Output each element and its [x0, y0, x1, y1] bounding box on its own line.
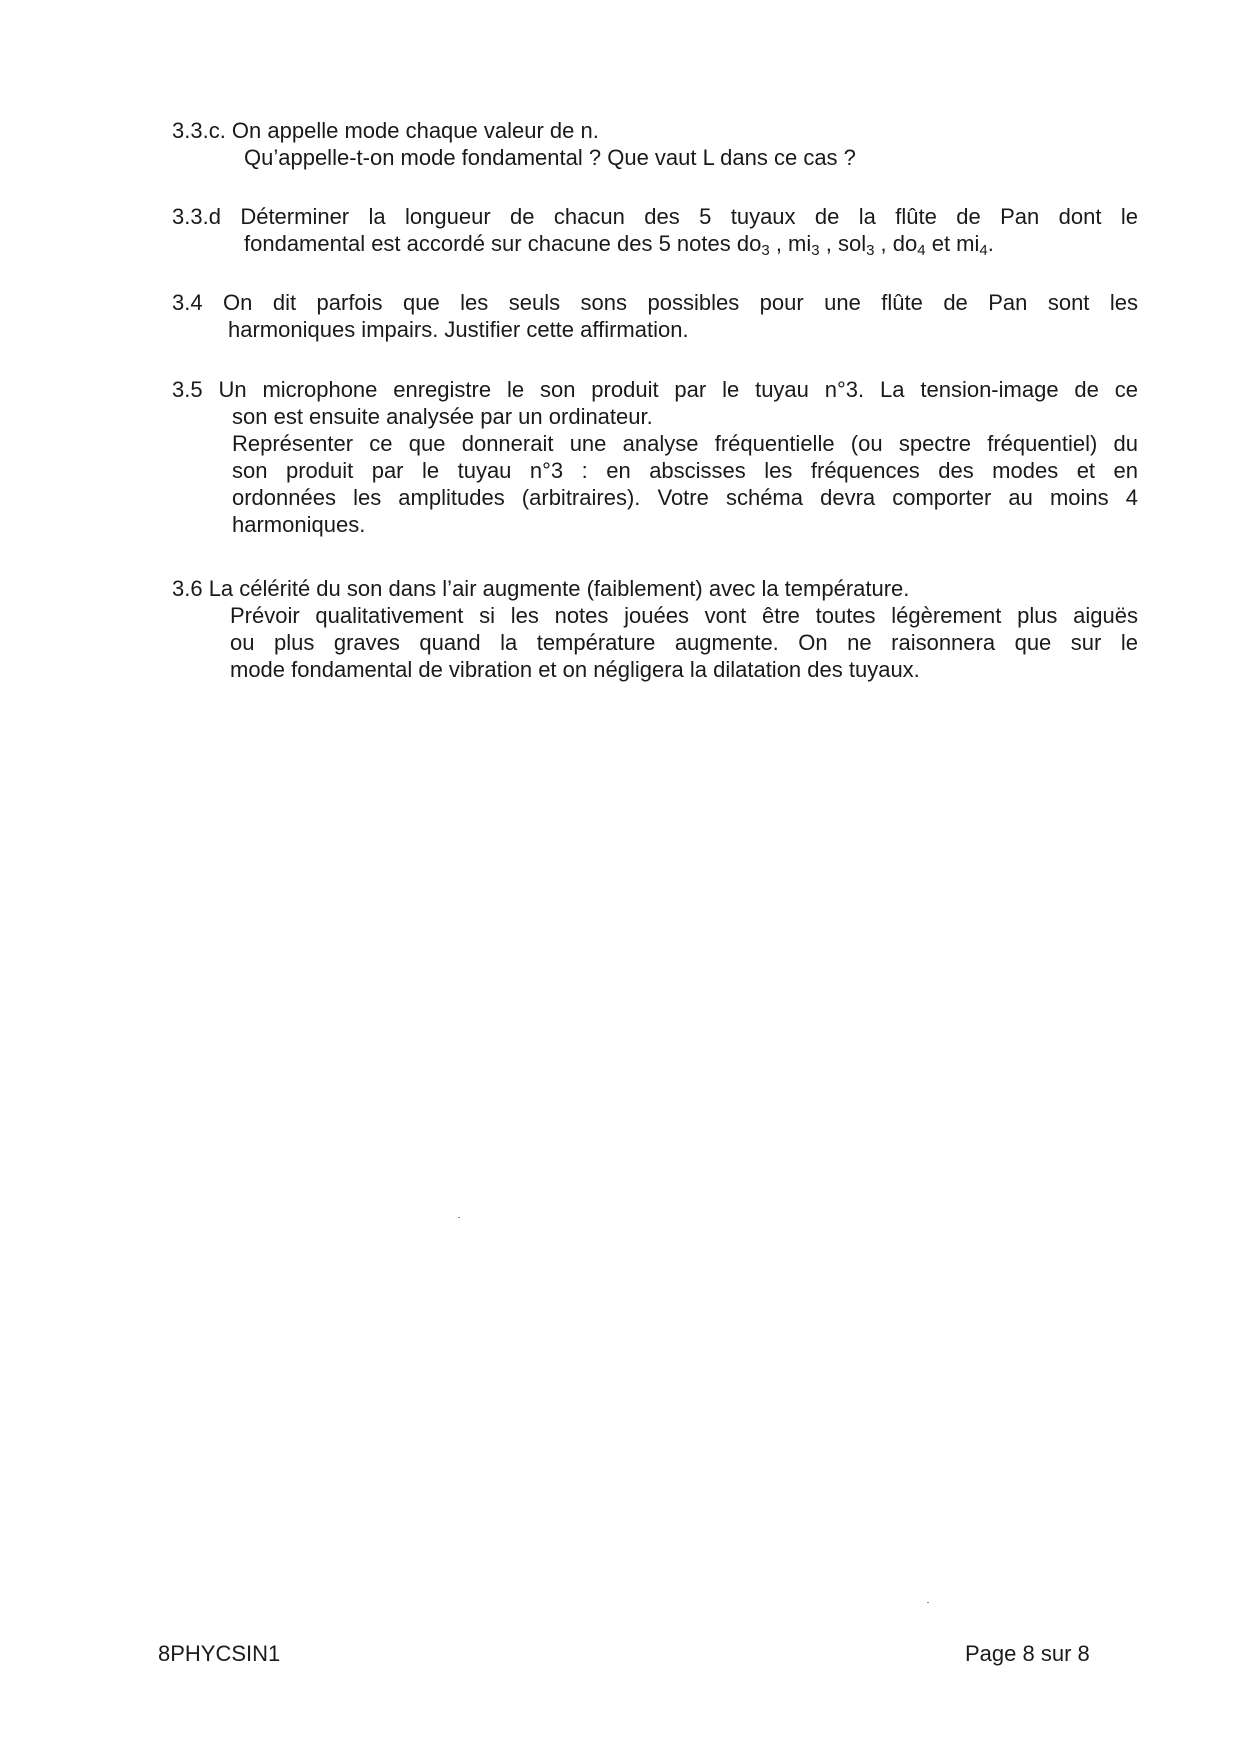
note-mi3: $mi_3$ , [788, 231, 838, 259]
question-text-notes [172, 230, 1138, 257]
scan-speck [927, 1602, 929, 1603]
scan-speck [458, 1217, 460, 1218]
question-text: ou plus graves quand la température augmente. On ne raisonnera que sur le [230, 630, 1138, 655]
question-3-4 [172, 289, 1138, 343]
question-3-3-d [172, 203, 1138, 257]
question-text: harmoniques. [232, 512, 366, 537]
question-text: son produit par le tuyau n°3 : en abscisses les fréquences des modes et en [232, 458, 1138, 483]
question-text: Représenter ce que donnerait une analyse fréquentielle (ou spectre fréquentiel) du [232, 431, 1138, 456]
exam-code: 8PHYCSIN1 [158, 1641, 281, 1666]
question-text: ordonnées les amplitudes (arbitraires). Votre schéma devra comporter au moins 4 [232, 485, 1138, 510]
question-3-3-c [172, 117, 1138, 171]
note-mi4: $mi_4$. [956, 231, 994, 259]
question-text: 3.3.c. On appelle mode chaque valeur de n. [172, 118, 599, 143]
question-text: mode fondamental de vibration et on négligera la dilatation des tuyaux. [230, 657, 920, 682]
question-3-6 [172, 575, 1138, 683]
note-do4: $do_4$ et [892, 231, 957, 259]
note-sol3: sol$_3$ , [837, 231, 893, 259]
question-3-5 [172, 376, 1138, 538]
page-number: Page 8 sur 8 [965, 1641, 1090, 1666]
question-text: 3.3.d Déterminer la longueur de chacun des 5 tuyaux de la flûte de Pan dont le [172, 204, 1138, 229]
question-text: Qu’appelle-t-on mode fondamental ? Que vaut L dans ce cas ? [244, 145, 856, 170]
question-text: harmoniques impairs. Justifier cette affirmation. [228, 317, 689, 342]
question-text: 3.4 On dit parfois que les seuls sons possibles pour une flûte de Pan sont les [172, 290, 1138, 315]
question-text: Prévoir qualitativement si les notes jouées vont être toutes légèrement plus aiguës [230, 603, 1138, 628]
question-text: 3.6 La célérité du son dans l’air augmente (faiblement) avec la température. [172, 576, 910, 601]
question-text: fondamental est accordé sur chacune des 5 notes [244, 231, 737, 256]
note-do3: $do_3$ , [736, 231, 789, 259]
note-list [736, 231, 994, 259]
question-text: son est ensuite analysée par un ordinateur. [232, 404, 653, 429]
question-text: 3.5 Un microphone enregistre le son produit par le tuyau n°3. La tension-image de ce [172, 377, 1138, 402]
